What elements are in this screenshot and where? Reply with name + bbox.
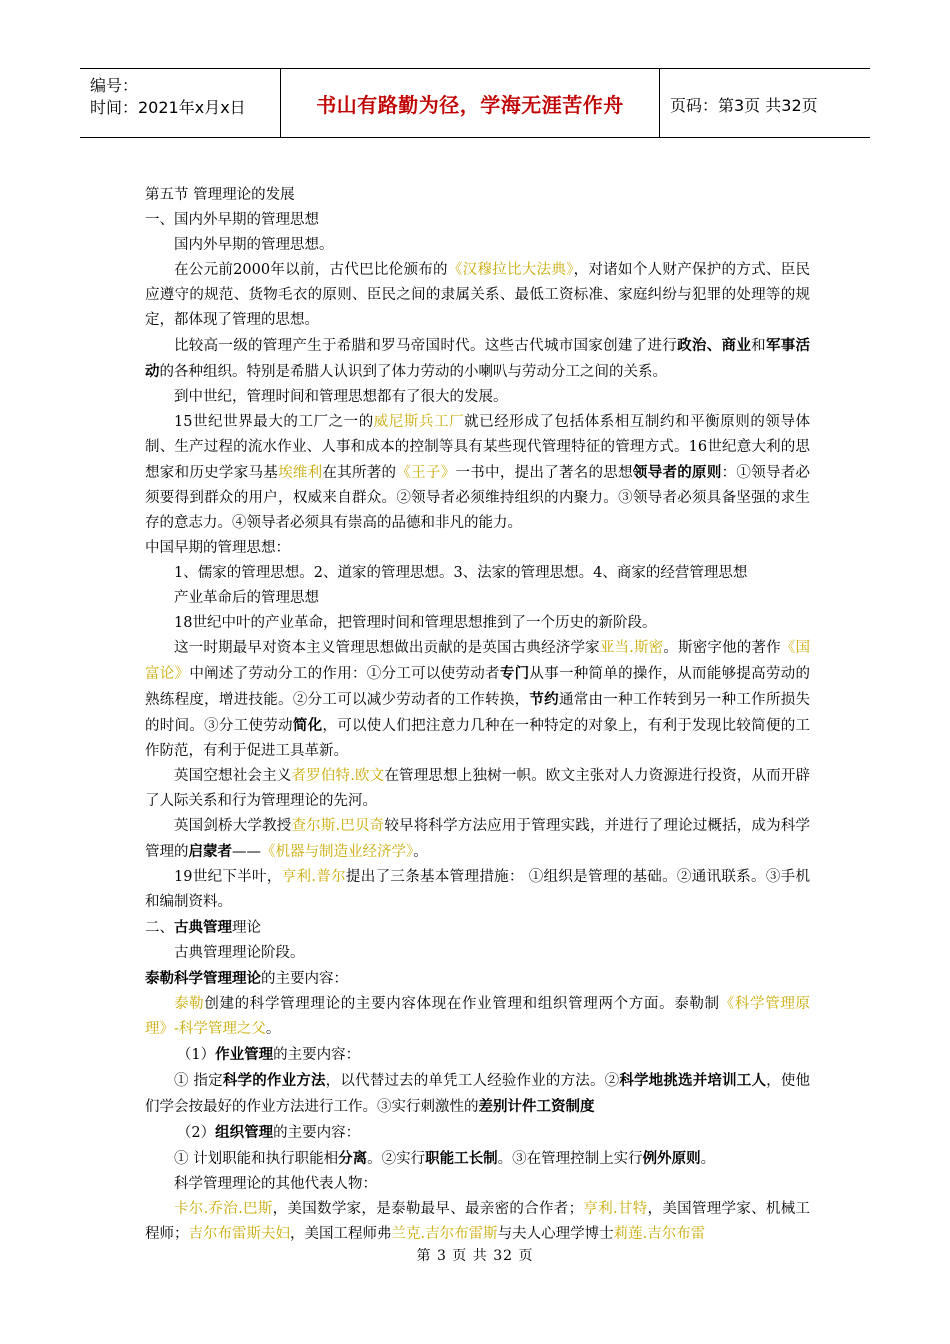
bold-term: 科学地挑选并培训工人 bbox=[619, 1072, 767, 1089]
paragraph-industrial-heading: 产业革命后的管理思想 bbox=[174, 590, 319, 606]
bold-term: 军事活动 bbox=[145, 337, 811, 380]
bold-term: 作业管理 bbox=[215, 1046, 274, 1063]
paragraph: 国内外早期的管理思想。 bbox=[174, 237, 334, 253]
section-heading-1: 一、国内外早期的管理思想 bbox=[145, 212, 319, 228]
highlight-term: 者罗伯特.欧文 bbox=[291, 768, 385, 784]
paragraph-babylon: 在公元前2000年以前，古代巴比伦颁布的《汉穆拉比大法典》，对诸如个人财产保护的方式、臣民应遵守的规范、货物毛衣的原则、臣民之间的隶属关系、最低工资标准、家庭纠纷与犯罪的处理等的规定，都体现了管理的思想。 bbox=[145, 262, 811, 328]
highlight-term: 《汉穆拉比大法典》 bbox=[447, 262, 574, 278]
paragraph-taylor-heading: 泰勒科学管理理论的主要内容： bbox=[145, 970, 348, 987]
highlight-term: 《科学管理原理》-科学管理之父 bbox=[145, 996, 811, 1037]
motto-text: 书山有路勤为径，学海无涯苦作舟 bbox=[316, 93, 624, 117]
paragraph-china-heading: 中国早期的管理思想： bbox=[145, 540, 290, 556]
header-page-cell bbox=[660, 69, 870, 137]
bold-term: 例外原则 bbox=[642, 1150, 701, 1167]
bold-term: 泰勒科学管理理论 bbox=[145, 970, 261, 987]
page-info: 页码：第3页 共32页 bbox=[670, 96, 818, 115]
highlight-term: 亚当.斯密 bbox=[599, 640, 664, 656]
paragraph-china-schools: 1、儒家的管理思想。2、道家的管理思想。3、法家的管理思想。4、商家的经营管理思想 bbox=[174, 565, 748, 581]
highlight-term: 威尼斯兵工厂 bbox=[373, 414, 465, 430]
header-motto-cell bbox=[281, 69, 660, 137]
section-title: 第五节 管理理论的发展 bbox=[145, 187, 295, 203]
bold-term: 组织管理 bbox=[215, 1124, 274, 1141]
paragraph-operations-heading: （1）作业管理的主要内容： bbox=[176, 1046, 361, 1063]
bold-term: 节约 bbox=[529, 691, 559, 708]
highlight-term: 《机器与制造业经济学》 bbox=[261, 844, 414, 860]
paragraph-representatives: 卡尔.乔治.巴斯，美国数学家，是泰勒最早、最亲密的合作者；亨利.甘特，美国管理学家、机械工程师；吉尔布雷斯夫妇，美国工程师弗兰克.吉尔布雷斯与夫人心理学博士莉莲.吉尔布雷 bbox=[145, 1201, 811, 1242]
paragraph-industrial: 18世纪中叶的产业革命，把管理时间和管理思想推到了一个历史的新阶段。 bbox=[174, 615, 657, 631]
bold-term: 政治、商业 bbox=[677, 337, 752, 354]
paragraph-organization: ① 计划职能和执行职能相分离。②实行职能工长制。③在管理控制上实行例外原则。 bbox=[174, 1150, 716, 1167]
document-number-label: 编号： bbox=[90, 76, 139, 95]
section-heading-2: 二、古典管理理论 bbox=[145, 919, 261, 936]
paragraph-venice: 15世纪世界最大的工厂之一的威尼斯兵工厂就已经形成了包括体系相互制约和平衡原则的领导体制、生产过程的流水作业、人事和成本的控制等具有某些现代管理特征的管理方式。16世纪意大利的思想家和历史学家马基埃维利在其所著的《王子》一书中，提出了著名的思想领导者的原则：①领导者必须要得到群众的用户，权威来自群众。②领导者必须维持组织的内聚力。③领导者必须具备坚强的求生存的意志力。④领导者必须具有崇高的品德和非凡的能力。 bbox=[145, 414, 811, 531]
highlight-term: 卡尔.乔治.巴斯 bbox=[174, 1201, 273, 1217]
document-body bbox=[145, 183, 810, 1247]
paragraph-adam-smith: 这一时期最早对资本主义管理思想做出贡献的是英国古典经济学家亚当.斯密。斯密字他的著作《国富论》中阐述了劳动分工的作用：①分工可以使劳动者专门从事一种简单的操作，从而能够提高劳动的熟练程度，增进技能。②分工可以减少劳动者的工作转换，节约通常由一种工作转到另一种工作所损失的时间。③分工使劳动简化，可以使人们把注意力几种在一种特定的对象上，有利于发现比较简便的工作防范，有利于促进工具革新。 bbox=[145, 640, 811, 759]
page-footer: 第 3 页 共 32 页 bbox=[416, 1248, 534, 1264]
bold-term: 领导者的原则 bbox=[632, 464, 722, 481]
paragraph-poor: 19世纪下半叶，亨利.普尔提出了三条基本管理措施： ①组织是管理的基础。②通讯联系。③手机和编制资料。 bbox=[145, 869, 810, 910]
paragraph-middle-ages: 到中世纪，管理时间和管理思想都有了很大的发展。 bbox=[174, 389, 508, 405]
bold-term: 古典管理 bbox=[174, 919, 232, 936]
highlight-term: 埃维利 bbox=[278, 465, 323, 481]
bold-term: 职能工长制 bbox=[425, 1150, 498, 1167]
highlight-term: 查尔斯.巴贝奇 bbox=[291, 818, 385, 834]
document-time-label: 时间：2021年x月x日 bbox=[90, 98, 246, 117]
highlight-term: 泰勒 bbox=[174, 996, 205, 1012]
paragraph-organization-heading: （2）组织管理的主要内容： bbox=[176, 1124, 361, 1141]
highlight-term: 《国富论》 bbox=[145, 640, 811, 682]
paragraph-owen: 英国空想社会主义者罗伯特.欧文在管理思想上独树一帜。欧文主张对人力资源进行投资，从而开辟了人际关系和行为管理理论的先河。 bbox=[145, 768, 811, 809]
page-header bbox=[80, 68, 870, 138]
highlight-term: 亨利.普尔 bbox=[281, 869, 346, 885]
bold-term: 科学的作业方法 bbox=[222, 1072, 326, 1089]
highlight-term: 莉莲.吉尔布雷 bbox=[613, 1226, 706, 1242]
highlight-term: 《王子》 bbox=[396, 465, 456, 481]
paragraph-operations: ① 指定科学的作业方法，以代替过去的单凭工人经验作业的方法。②科学地挑选并培训工人，使他们学会按最好的作业方法进行工作。③实行刺激性的差别计件工资制度 bbox=[145, 1072, 811, 1115]
paragraph-representatives-heading: 科学管理理论的其他代表人物： bbox=[174, 1176, 377, 1192]
bold-term: 分离 bbox=[338, 1150, 368, 1167]
highlight-term: 兰克.吉尔布雷斯 bbox=[391, 1226, 498, 1242]
bold-term: 启蒙者 bbox=[188, 843, 232, 860]
paragraph-taylor: 泰勒创建的科学管理理论的主要内容体现在作业管理和组织管理两个方面。泰勒制《科学管理原理》-科学管理之父。 bbox=[145, 996, 811, 1037]
header-meta-cell bbox=[80, 69, 281, 137]
bold-term: 专门 bbox=[499, 665, 530, 682]
paragraph: 古典管理理论阶段。 bbox=[174, 945, 305, 961]
highlight-term: 吉尔布雷斯夫妇 bbox=[188, 1226, 290, 1242]
bold-term: 差别计件工资制度 bbox=[478, 1098, 595, 1115]
paragraph-babbage: 英国剑桥大学教授查尔斯.巴贝奇较早将科学方法应用于管理实践，并进行了理论过概括，成为科学管理的启蒙者——《机器与制造业经济学》。 bbox=[145, 818, 811, 860]
bold-term: 简化 bbox=[292, 717, 323, 734]
paragraph-greece-rome: 比较高一级的管理产生于希腊和罗马帝国时代。这些古代城市国家创建了进行政治、商业和军事活动的各种组织。特别是希腊人认识到了体力劳动的小喇叭与劳动分工之间的关系。 bbox=[145, 337, 811, 380]
highlight-term: 亨利.甘特 bbox=[583, 1201, 648, 1217]
